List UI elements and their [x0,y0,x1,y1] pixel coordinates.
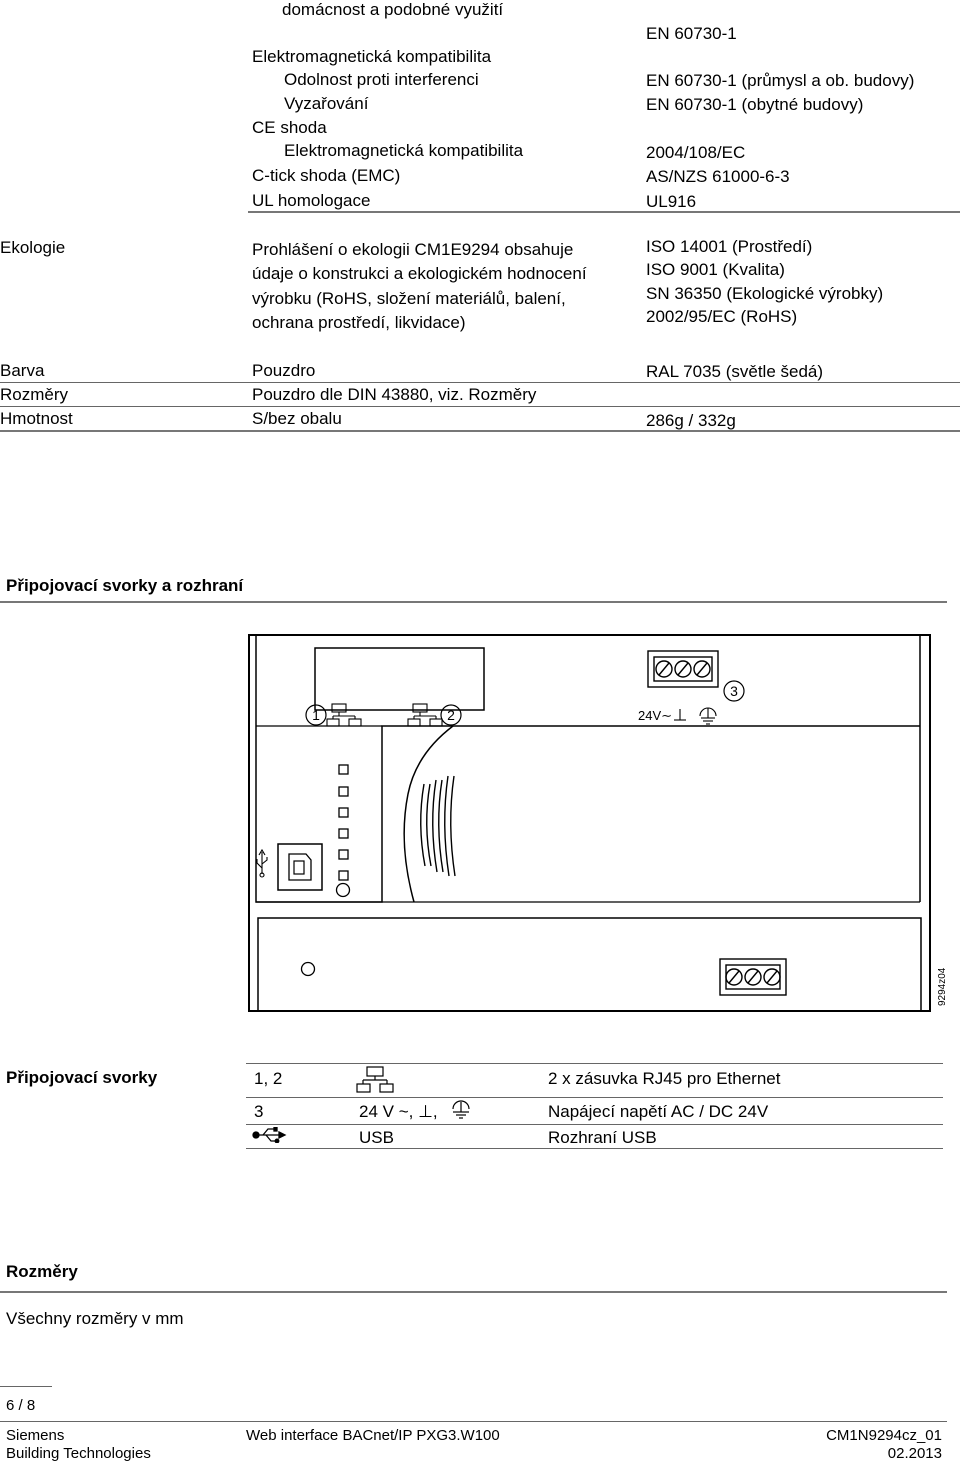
spec-ce-emc-value: 2004/108/EC [646,143,746,162]
housing-outline [249,635,930,1011]
bus-terminal-block [720,959,786,995]
callout-3-label: 3 [730,683,738,699]
table-bottom-border [246,1148,943,1149]
table-cell-symbol: 24 V ~, ⊥, [359,1102,438,1121]
ecology-heading: Ekologie [0,238,66,257]
table-top-border [246,1063,943,1064]
terminals-heading: Připojovací svorky a rozhraní [6,576,244,595]
weight-sub: S/bez obalu [252,409,342,428]
footer-doc-code: CM1N9294cz_01 [826,1427,942,1444]
power-terminal-block [648,651,718,687]
protective-earth-icon [700,708,716,724]
divider [0,601,947,603]
spec-ul-value: UL916 [646,192,697,211]
color-sub: Pouzdro [252,361,316,380]
spec-ctick-label: C-tick shoda (EMC) [252,166,401,185]
table-cell-symbol: USB [359,1128,394,1147]
table-cell-desc: 2 x zásuvka RJ45 pro Ethernet [548,1069,781,1088]
device-diagram [248,634,948,1014]
divider [0,430,960,432]
spec-emission-label: Vyzařování [284,94,369,113]
drawing-code: 9294z04 [937,967,948,1006]
table-row-divider [246,1124,943,1125]
spec-household-label: domácnost a podobné využití [282,0,504,19]
ecology-text-line: Prohlášení o ekologii CM1E9294 obsahuje [252,240,574,259]
usb-icon [252,1127,288,1143]
vent-slots [421,776,455,876]
footer-company-division: Building Technologies [6,1445,151,1462]
spec-ce-label: CE shoda [252,118,327,137]
usb-icon [257,850,267,877]
spec-emc-label: Elektromagnetická kompatibilita [252,47,492,66]
page-number: 6 / 8 [6,1397,36,1414]
ethernet-port-icon-1 [327,704,361,726]
color-label: Barva [0,361,45,380]
table-cell-id: 1, 2 [254,1069,283,1088]
protective-earth-icon [450,1100,472,1120]
spec-ul-label: UL homologace [252,191,371,210]
display-window [315,648,484,710]
table-row-divider [246,1097,943,1098]
divider [0,382,960,383]
spec-household-value: EN 60730-1 [646,24,737,43]
ecology-standard: ISO 14001 (Prostředí) [646,237,813,256]
table-cell-desc: Rozhraní USB [548,1128,657,1147]
divider [0,1386,52,1387]
ground-symbol [674,709,686,720]
ecology-text-line: údaje o konstrukci a ekologickém hodnocení [252,264,587,283]
usb-port [278,844,322,890]
spec-emission-value: EN 60730-1 (obytné budovy) [646,95,864,114]
spec-immunity-label: Odolnost proti interferenci [284,70,479,89]
table-cell-id: 3 [254,1102,264,1121]
footer-doc-title: Web interface BACnet/IP PXG3.W100 [246,1427,500,1444]
ecology-standard: ISO 9001 (Kvalita) [646,260,785,279]
footer-company: Siemens [6,1427,65,1444]
ecology-standard: 2002/95/EC (RoHS) [646,307,798,326]
terminal-table-heading: Připojovací svorky [6,1068,158,1087]
footer-doc-date: 02.2013 [887,1445,942,1462]
ecology-text-line: ochrana prostředí, likvidace) [252,313,466,332]
table-cell-desc: Napájecí napětí AC / DC 24V [548,1102,769,1121]
divider [248,211,960,213]
divider [0,1291,947,1293]
weight-value: 286g / 332g [646,411,736,430]
spec-ce-emc-label: Elektromagnetická kompatibilita [284,141,524,160]
callout-2-label: 2 [447,707,455,723]
callout-1-label: 1 [312,707,320,723]
dimensions-note: Všechny rozměry v mm [6,1309,184,1328]
spec-ctick-value: AS/NZS 61000-6-3 [646,167,790,186]
divider [0,406,960,407]
led-indicators [339,765,348,880]
ecology-standard: SN 36350 (Ekologické výrobky) [646,284,884,303]
service-button [302,963,315,976]
weight-label: Hmotnost [0,409,73,428]
color-value: RAL 7035 (světle šedá) [646,362,824,381]
dimensions-sub: Pouzdro dle DIN 43880, viz. Rozměry [252,385,537,404]
voltage-label: 24V∼ [638,708,673,723]
dimensions-heading: Rozměry [6,1262,78,1281]
divider [0,1421,947,1422]
ecology-text-line: výrobku (RoHS, složení materiálů, balení, [252,289,566,308]
ethernet-port-icon-2 [408,704,442,726]
reset-button [337,884,350,897]
dimensions-label: Rozměry [0,385,69,404]
ethernet-icon [356,1066,394,1094]
spec-immunity-value: EN 60730-1 (průmysl a ob. budovy) [646,71,915,90]
